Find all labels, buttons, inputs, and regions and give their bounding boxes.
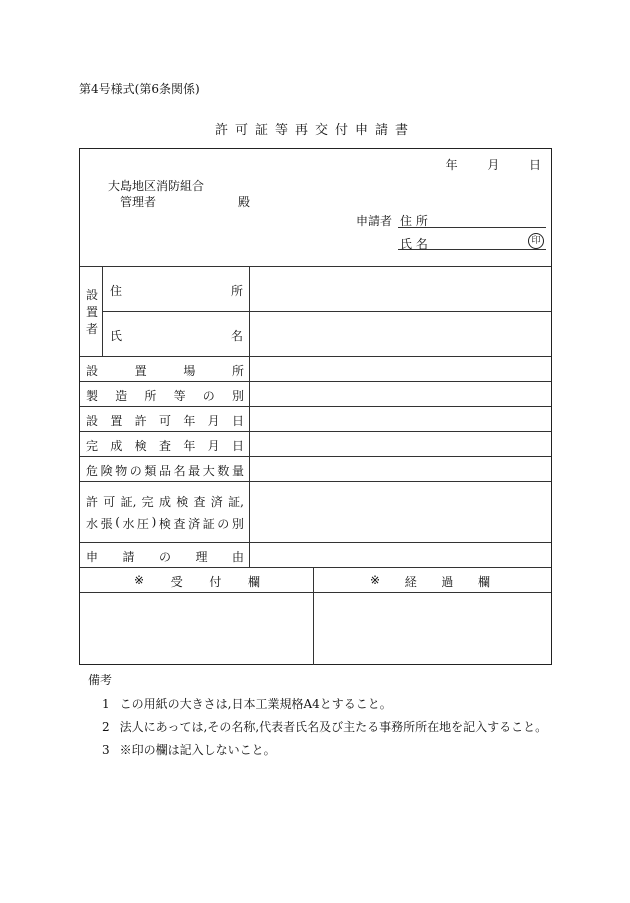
- reason-label: 申 請 の 理 由: [86, 550, 244, 564]
- hazardous-material-field[interactable]: [251, 458, 549, 480]
- progress-box: [315, 594, 550, 664]
- installer-address-field[interactable]: [251, 268, 549, 310]
- divider: [80, 456, 551, 457]
- divider: [80, 567, 551, 568]
- applicant-address-line[interactable]: [398, 227, 546, 228]
- divider: [80, 542, 551, 543]
- inspection-date-label: 完 成 検 査 年 月 日: [86, 439, 244, 453]
- divider: [249, 266, 250, 567]
- note-2: 2 法人にあっては,その名称,代表者氏名及び主たる事務所所在地を記入すること。: [102, 720, 548, 734]
- date-day-label: 日: [528, 158, 541, 172]
- permit-date-field[interactable]: [251, 408, 549, 430]
- seal-mark: 印: [528, 233, 544, 249]
- installer-label: 設 置 者: [85, 288, 98, 336]
- hazardous-material-label: 危 険 物 の 類 品 名 最 大 数 量: [86, 464, 244, 478]
- progress-column-label: ※ 経 過 欄: [370, 573, 490, 589]
- installer-name-field[interactable]: [251, 313, 549, 355]
- recipient: 大島地区消防組合: [108, 179, 205, 193]
- applicant-name-line[interactable]: [398, 249, 546, 250]
- divider: [80, 266, 551, 267]
- divider: [80, 406, 551, 407]
- certificate-type-label-line2: 水 張 ( 水 圧 ) 検 査 済 証 の 別: [86, 515, 244, 531]
- honorific: 殿: [238, 195, 251, 209]
- date-month-label: 月: [487, 158, 500, 172]
- notes-heading: 備考: [88, 673, 113, 687]
- date-year-label: 年: [445, 158, 458, 172]
- certificate-type-label-line1: 許 可 証, 完 成 検 査 済 証,: [86, 495, 244, 509]
- applicant-name-label: 氏 名: [400, 237, 428, 251]
- reception-column-label: ※ 受 付 欄: [134, 573, 260, 589]
- facility-type-field[interactable]: [251, 383, 549, 405]
- installation-location-label: 設 置 場 所: [86, 364, 244, 378]
- divider: [80, 481, 551, 482]
- certificate-type-field[interactable]: [251, 483, 549, 541]
- applicant-address-label: 住 所: [400, 214, 428, 228]
- installer-name-label: 氏 名: [110, 329, 243, 343]
- form-number: 第4号様式(第6条関係): [79, 82, 200, 96]
- installer-address-label: 住 所: [110, 284, 243, 298]
- date-field[interactable]: [446, 156, 541, 173]
- manager-line: [120, 193, 250, 210]
- note-1: 1 この用紙の大きさは,日本工業規格A4とすること。: [102, 697, 392, 711]
- divider: [80, 592, 551, 593]
- page-title: 許可証等再交付申請書: [214, 123, 415, 138]
- divider: [313, 567, 314, 665]
- reason-field[interactable]: [251, 544, 549, 566]
- facility-type-label: 製 造 所 等 の 別: [86, 389, 244, 403]
- applicant-label: 申請者: [356, 214, 393, 228]
- divider: [102, 311, 551, 312]
- installation-location-field[interactable]: [251, 358, 549, 380]
- divider: [80, 431, 551, 432]
- divider: [80, 381, 551, 382]
- application-form: [79, 148, 552, 665]
- note-3: 3 ※印の欄は記入しないこと。: [102, 743, 276, 757]
- inspection-date-field[interactable]: [251, 433, 549, 455]
- divider: [80, 356, 551, 357]
- permit-date-label: 設 置 許 可 年 月 日: [86, 414, 244, 428]
- manager-label: 管理者: [120, 195, 157, 209]
- reception-box: [81, 594, 312, 664]
